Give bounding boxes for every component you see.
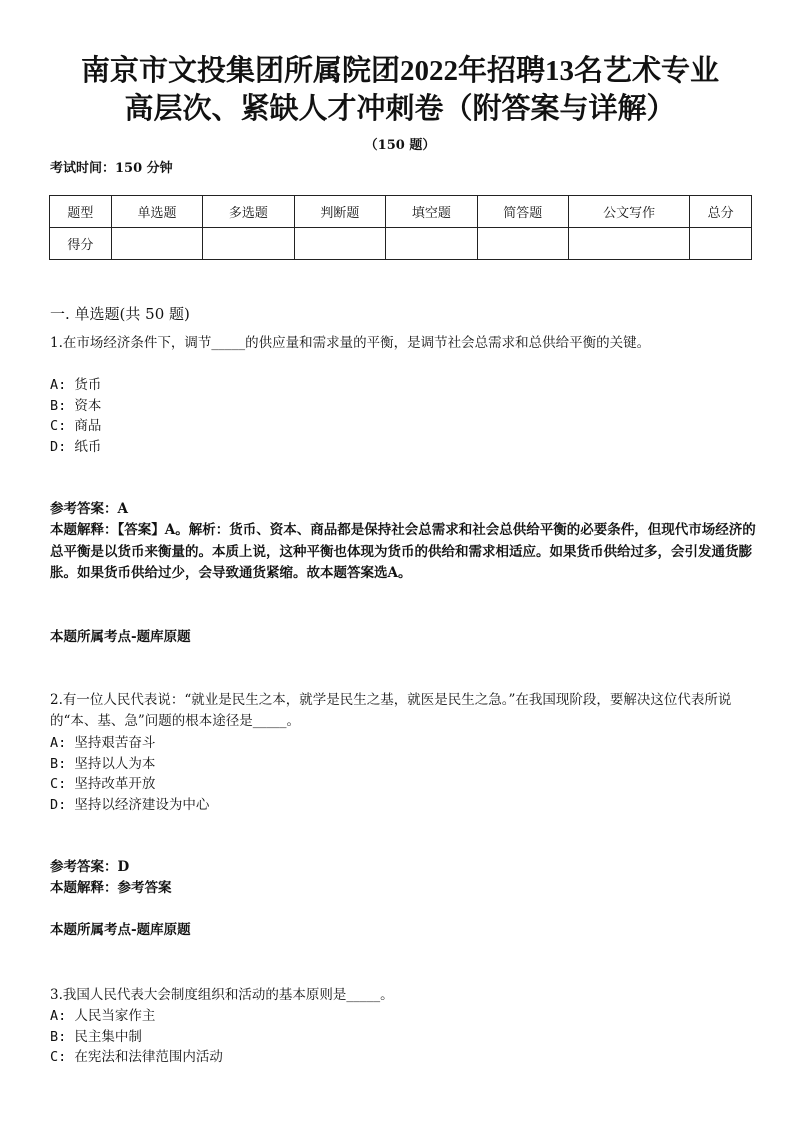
section-heading: 一. 单选题(共 50 题) — [50, 305, 190, 323]
header-cell: 题型 — [50, 196, 112, 228]
option-c: C: 商品 — [50, 418, 102, 434]
score-cell — [477, 228, 568, 260]
question-3-stem: 3.我国人民代表大会制度组织和活动的基本原则是_____。 — [50, 987, 394, 1003]
score-cell — [111, 228, 202, 260]
question-1-options — [50, 375, 760, 457]
question-2-answer: 参考答案：D — [50, 859, 130, 875]
question-1-explanation: 本题解释：【答案】A。解析：货币、资本、商品都是保持社会总需求和社会总供给平衡的必要条件，但现代市场经济的总平衡是以货币来衡量的。本质上说，这种平衡也体现为货币的供给和需求相适应。如果货币供给过多，会引发通货膨胀。如果货币供给过少，会导致通货紧缩。故本题答案选A。 — [50, 522, 756, 581]
option-a: A: 坚持艰苦奋斗 — [50, 735, 156, 751]
title-line-1: 南京市文投集团所属院团2022年招聘13名艺术专业 — [80, 55, 719, 87]
question-count: （150 题） — [364, 138, 436, 153]
option-b: B: 民主集中制 — [50, 1028, 142, 1045]
score-cell — [569, 228, 690, 260]
header-cell: 总分 — [690, 196, 752, 228]
question-2-stem: 2.有一位人民代表说：“就业是民生之本，就学是民生之基，就医是民生之急。”在我国现阶段，要解决这位代表所说的“本、基、急”问题的根本途径是_____。 — [50, 692, 732, 729]
header-cell: 公文写作 — [569, 196, 690, 228]
option-d: D: 坚持以经济建设为中心 — [50, 796, 210, 813]
header-cell: 单选题 — [111, 196, 202, 228]
question-1-source: 本题所属考点-题库原题 — [50, 629, 191, 645]
header-cell: 填空题 — [386, 196, 477, 228]
score-cell — [690, 228, 752, 260]
score-cell — [294, 228, 385, 260]
header-cell: 简答题 — [477, 196, 568, 228]
score-table-header-row — [50, 196, 752, 228]
document-title — [40, 52, 760, 128]
score-cell — [203, 228, 294, 260]
question-1-answer: 参考答案：A — [50, 501, 128, 517]
option-c: C: 在宪法和法律范围内活动 — [50, 1049, 223, 1065]
header-cell: 多选题 — [203, 196, 294, 228]
question-3-options — [50, 1006, 760, 1068]
option-b: B: 资本 — [50, 397, 102, 414]
score-table-score-row — [50, 228, 752, 260]
question-2-explanation: 本题解释：参考答案 — [50, 880, 172, 896]
question-2-options — [50, 733, 760, 815]
question-2-source: 本题所属考点-题库原题 — [50, 922, 191, 938]
score-cell — [386, 228, 477, 260]
option-a: A: 人民当家作主 — [50, 1008, 156, 1024]
title-line-2: 高层次、紧缺人才冲刺卷（附答案与详解） — [124, 93, 676, 125]
option-c: C: 坚持改革开放 — [50, 776, 156, 792]
header-cell: 判断题 — [294, 196, 385, 228]
score-table — [49, 195, 752, 260]
score-row-label: 得分 — [50, 228, 112, 260]
question-1-stem: 1.在市场经济条件下，调节_____的供应量和需求量的平衡，是调节社会总需求和总供给平衡的关键。 — [50, 335, 651, 351]
option-b: B: 坚持以人为本 — [50, 755, 156, 772]
option-d: D: 纸币 — [50, 438, 102, 455]
exam-time: 考试时间：150 分钟 — [50, 161, 173, 176]
option-a: A: 货币 — [50, 377, 102, 393]
